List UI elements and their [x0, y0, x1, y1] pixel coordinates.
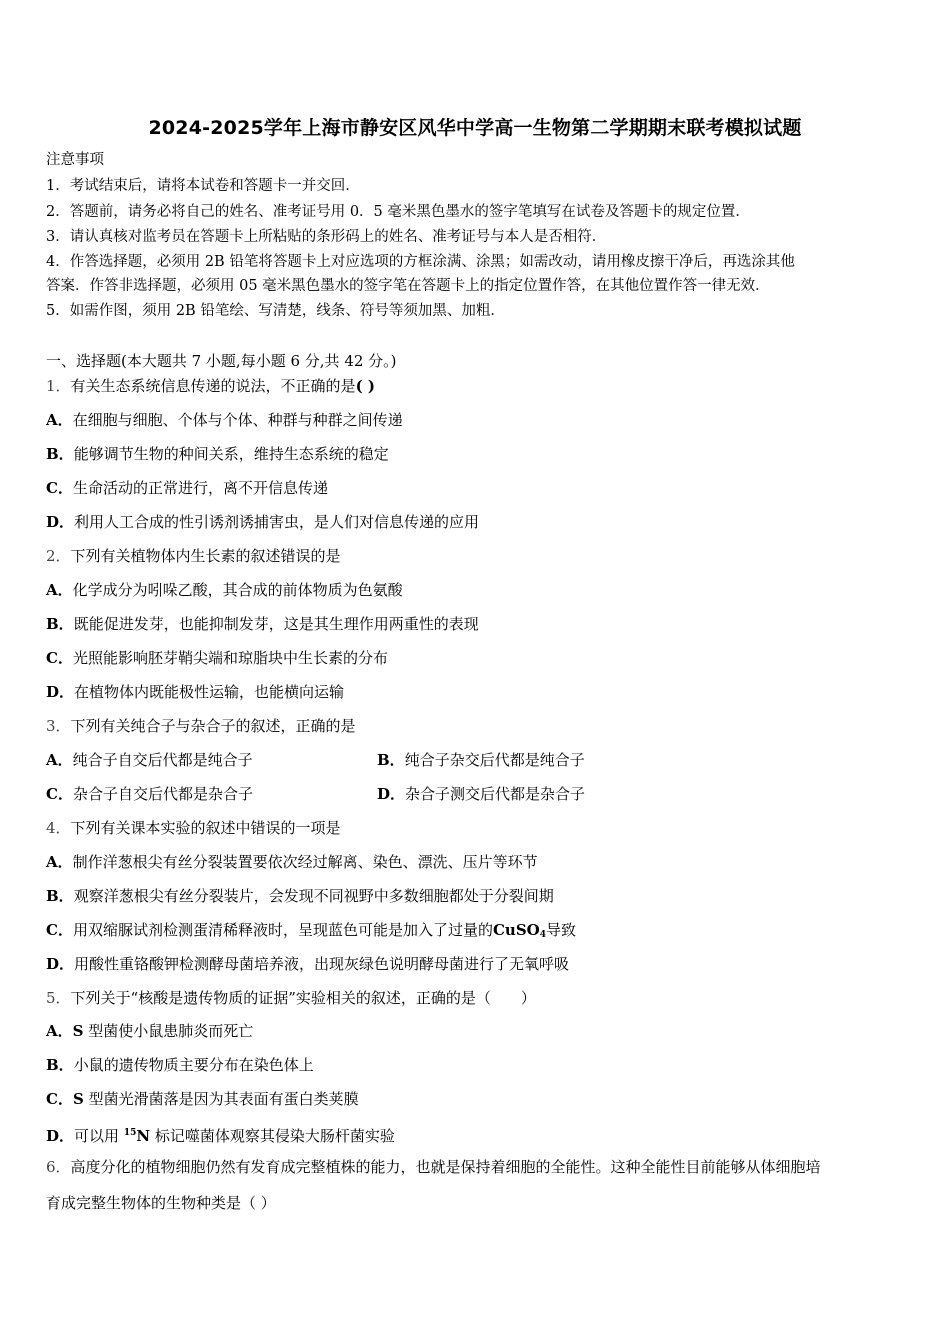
option-a[interactable]: [46, 410, 403, 430]
question-text: 下列有关课本实验的叙述中错误的一项是: [70, 819, 341, 837]
option-c[interactable]: [46, 1089, 359, 1109]
option-text: 纯合子自交后代都是纯合子: [72, 751, 253, 769]
question-stem-continued: 育成完整生物体的生物种类是（ ）: [46, 1194, 276, 1212]
option-text: 杂合子自交后代都是杂合子: [72, 785, 253, 803]
option-label: C．: [46, 785, 73, 803]
answer-paren: ( ): [355, 377, 375, 395]
question-stem: [46, 376, 375, 396]
option-label: B．: [46, 615, 74, 633]
question-stem: [46, 716, 356, 736]
question-number: 3．: [46, 717, 71, 735]
question-text: 高度分化的植物细胞仍然有发育成完整植株的能力，也就是保持着细胞的全能性。这种全能性目前能够从体细胞培: [70, 1158, 821, 1176]
option-label: A．: [46, 1022, 73, 1040]
option-text: 型菌使小鼠患肺炎而死亡: [88, 1022, 254, 1040]
question-stem: [46, 1157, 821, 1177]
option-label: C．: [46, 921, 73, 939]
option-text: 化学成分为吲哚乙酸，其合成的前体物质为色氨酸: [72, 581, 403, 599]
notice-item: 2．答题前，请务必将自己的姓名、准考证号用 0．5 毫米黑色墨水的签字笔填写在试卷及答题卡的规定位置．: [46, 204, 750, 220]
question-number: 6．: [46, 1158, 71, 1176]
option-label: D．: [46, 955, 75, 973]
notice-heading: 注意事项: [46, 152, 104, 168]
option-a[interactable]: [46, 1021, 253, 1041]
option-label: A．: [46, 853, 73, 871]
question-text: 下列有关纯合子与杂合子的叙述，正确的是: [70, 717, 356, 735]
notice-item: 4．作答选择题，必须用 2B 铅笔将答题卡上对应选项的方框涂满、涂黑；如需改动，请用橡皮擦干净后，再选涂其他: [46, 254, 795, 270]
option-text: 在植物体内既能极性运输，也能横向运输: [74, 683, 345, 701]
option-text: 小鼠的遗传物质主要分布在染色体上: [73, 1056, 314, 1074]
question-stem: [46, 546, 341, 566]
question-number: 1．: [46, 377, 71, 395]
option-d[interactable]: [46, 512, 479, 532]
option-a[interactable]: [46, 852, 538, 872]
notice-item: 3．请认真核对监考员在答题卡上所粘贴的条形码上的姓名、准考证号与本人是否相符．: [46, 229, 607, 245]
option-text: 既能促进发芽，也能抑制发芽，这是其生理作用两重性的表现: [73, 615, 479, 633]
chemical-formula: CuSO: [492, 921, 540, 939]
option-b[interactable]: [377, 750, 585, 770]
notice-item: 1．考试结束后，请将本试卷和答题卡一并交回．: [46, 178, 360, 194]
option-label: D．: [46, 1127, 75, 1145]
element-symbol: N: [136, 1127, 151, 1145]
option-c[interactable]: [46, 784, 253, 804]
option-text: 标记噬菌体观察其侵染大肠杆菌实验: [154, 1127, 395, 1145]
option-text: 利用人工合成的性引诱剂诱捕害虫，是人们对信息传递的应用: [74, 513, 480, 531]
option-text: 能够调节生物的种间关系，维持生态系统的稳定: [73, 445, 389, 463]
option-b[interactable]: [46, 886, 554, 906]
option-text: 导致: [545, 921, 576, 939]
option-b[interactable]: [46, 444, 389, 464]
question-number: 4．: [46, 819, 71, 837]
option-label: D．: [46, 683, 75, 701]
notice-item: 答案．作答非选择题，必须用 05 毫米黑色墨水的签字笔在答题卡上的指定位置作答，在其他位置作答一律无效．: [46, 278, 770, 294]
option-label: A．: [46, 411, 73, 429]
question-stem: [46, 818, 341, 838]
isotope-superscript: 15: [123, 1128, 137, 1138]
option-label: B．: [46, 445, 74, 463]
option-d[interactable]: [46, 954, 569, 974]
option-text: 杂合子测交后代都是杂合子: [405, 785, 586, 803]
option-d[interactable]: [46, 682, 344, 702]
notice-item: 5．如需作图，须用 2B 铅笔绘、写清楚，线条、符号等须加黑、加粗．: [46, 303, 505, 319]
option-text: 型菌光滑菌落是因为其表面有蛋白类荚膜: [88, 1090, 359, 1108]
question-text: 有关生态系统信息传递的说法，不正确的是: [70, 377, 356, 395]
option-c[interactable]: [46, 478, 328, 498]
option-text: 在细胞与细胞、个体与个体、种群与种群之间传递: [72, 411, 403, 429]
option-text: 生命活动的正常进行，离不开信息传递: [72, 479, 328, 497]
option-text: 观察洋葱根尖有丝分裂装片，会发现不同视野中多数细胞都处于分裂间期: [73, 887, 554, 905]
option-a[interactable]: [46, 750, 253, 770]
option-b[interactable]: [46, 1055, 314, 1075]
option-c[interactable]: [46, 920, 576, 945]
option-label: C．: [46, 1090, 73, 1108]
strain-letter: S: [72, 1090, 84, 1108]
option-d[interactable]: [377, 784, 585, 804]
question-number: 5．: [46, 989, 71, 1007]
question-number: 2．: [46, 547, 71, 565]
option-c[interactable]: [46, 648, 388, 668]
option-a[interactable]: [46, 580, 403, 600]
option-label: D．: [377, 785, 406, 803]
option-text: 用酸性重铬酸钾检测酵母菌培养液，出现灰绿色说明酵母菌进行了无氧呼吸: [74, 955, 570, 973]
option-label: A．: [46, 751, 73, 769]
option-label: B．: [46, 1056, 74, 1074]
option-text: 制作洋葱根尖有丝分裂装置要依次经过解离、染色、漂洗、压片等环节: [72, 853, 538, 871]
option-label: B．: [46, 887, 74, 905]
question-text: 下列关于“核酸是遗传物质的证据”实验相关的叙述，正确的是（ ）: [70, 989, 536, 1007]
formula-subscript: 4: [539, 930, 546, 940]
option-label: B．: [377, 751, 405, 769]
question-stem: [46, 988, 536, 1008]
option-label: D．: [46, 513, 75, 531]
option-text: 可以用: [74, 1127, 120, 1145]
option-b[interactable]: [46, 614, 479, 634]
option-label: C．: [46, 479, 73, 497]
option-label: A．: [46, 581, 73, 599]
option-label: C．: [46, 649, 73, 667]
option-text: 纯合子杂交后代都是纯合子: [404, 751, 585, 769]
option-d[interactable]: [46, 1123, 395, 1146]
strain-letter: S: [72, 1022, 84, 1040]
page-title: 2024-2025学年上海市静安区风华中学高一生物第二学期期末联考模拟试题: [148, 117, 802, 139]
option-text: 用双缩脲试剂检测蛋清稀释液时，呈现蓝色可能是加入了过量的: [72, 921, 493, 939]
question-text: 下列有关植物体内生长素的叙述错误的是: [70, 547, 341, 565]
option-text: 光照能影响胚芽鞘尖端和琼脂块中生长素的分布: [72, 649, 388, 667]
section-heading: 一、选择题(本大题共 7 小题,每小题 6 分,共 42 分。): [46, 352, 397, 370]
